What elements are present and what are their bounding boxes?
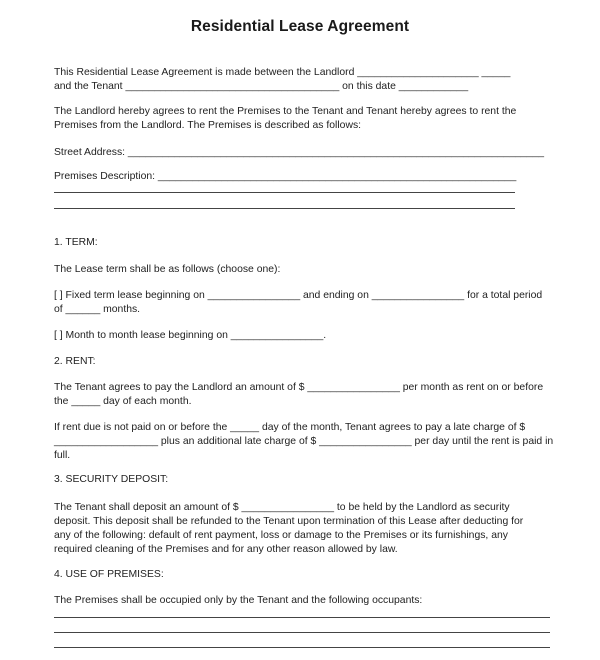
month-to-month-option: [ ] Month to month lease beginning on ________________. [54, 330, 327, 341]
intro-landlord-line: This Residential Lease Agreement is made between the Landlord _____________________ _____ [54, 67, 511, 78]
fixed-term-option-line-2: of ______ months. [54, 304, 141, 315]
premises-description-field: Premises Description: ______________________________________________________________ [54, 171, 517, 182]
use-of-premises-heading: 4. USE OF PREMISES: [54, 569, 164, 580]
rent-amount-line-2: the _____ day of each month. [54, 396, 192, 407]
deposit-line-1: The Tenant shall deposit an amount of $ ________________ to be held by the Landlord as security [54, 502, 510, 513]
rent-amount-line-1: The Tenant agrees to pay the Landlord an amount of $ ________________ per month as rent on or before [54, 382, 544, 393]
rent-heading: 2. RENT: [54, 356, 96, 367]
deposit-line-3: any of the following: default of rent payment, loss or damage to the Premises or its furnishings, any [54, 530, 508, 541]
occupants-blank-line-2 [54, 632, 550, 633]
deposit-line-4: required cleaning of the Premises and for any other reason allowed by law. [54, 544, 398, 555]
premises-paragraph-line-2: Premises from the Landlord. The Premises is described as follows: [54, 120, 362, 131]
fixed-term-option-line-1: [ ] Fixed term lease beginning on ________________ and ending on ________________ for a total period [54, 290, 543, 301]
term-heading: 1. TERM: [54, 237, 98, 248]
occupants-blank-line-1 [54, 617, 550, 618]
late-charge-line-2: __________________ plus an additional late charge of $ ________________ per day until the rent is paid in [54, 436, 554, 447]
deposit-line-2: deposit. This deposit shall be refunded to the Tenant upon termination of this Lease after deducting for [54, 516, 524, 527]
late-charge-line-1: If rent due is not paid on or before the _____ day of the month, Tenant agrees to pay a late charge of $ [54, 422, 526, 433]
premises-paragraph-line-1: The Landlord hereby agrees to rent the Premises to the Tenant and Tenant hereby agrees to rent the [54, 106, 517, 117]
street-address-field: Street Address: ________________________________________________________________________ [54, 147, 544, 158]
description-blank-line-2 [54, 208, 515, 209]
intro-tenant-line: and the Tenant _____________________________________ on this date ____________ [54, 81, 469, 92]
occupants-blank-line-3 [54, 647, 550, 648]
security-deposit-heading: 3. SECURITY DEPOSIT: [54, 474, 169, 485]
description-blank-line-1 [54, 192, 515, 193]
late-charge-line-3: full. [54, 450, 71, 461]
document-title: Residential Lease Agreement [190, 18, 410, 35]
term-intro: The Lease term shall be as follows (choose one): [54, 264, 281, 275]
occupants-intro: The Premises shall be occupied only by the Tenant and the following occupants: [54, 595, 423, 606]
